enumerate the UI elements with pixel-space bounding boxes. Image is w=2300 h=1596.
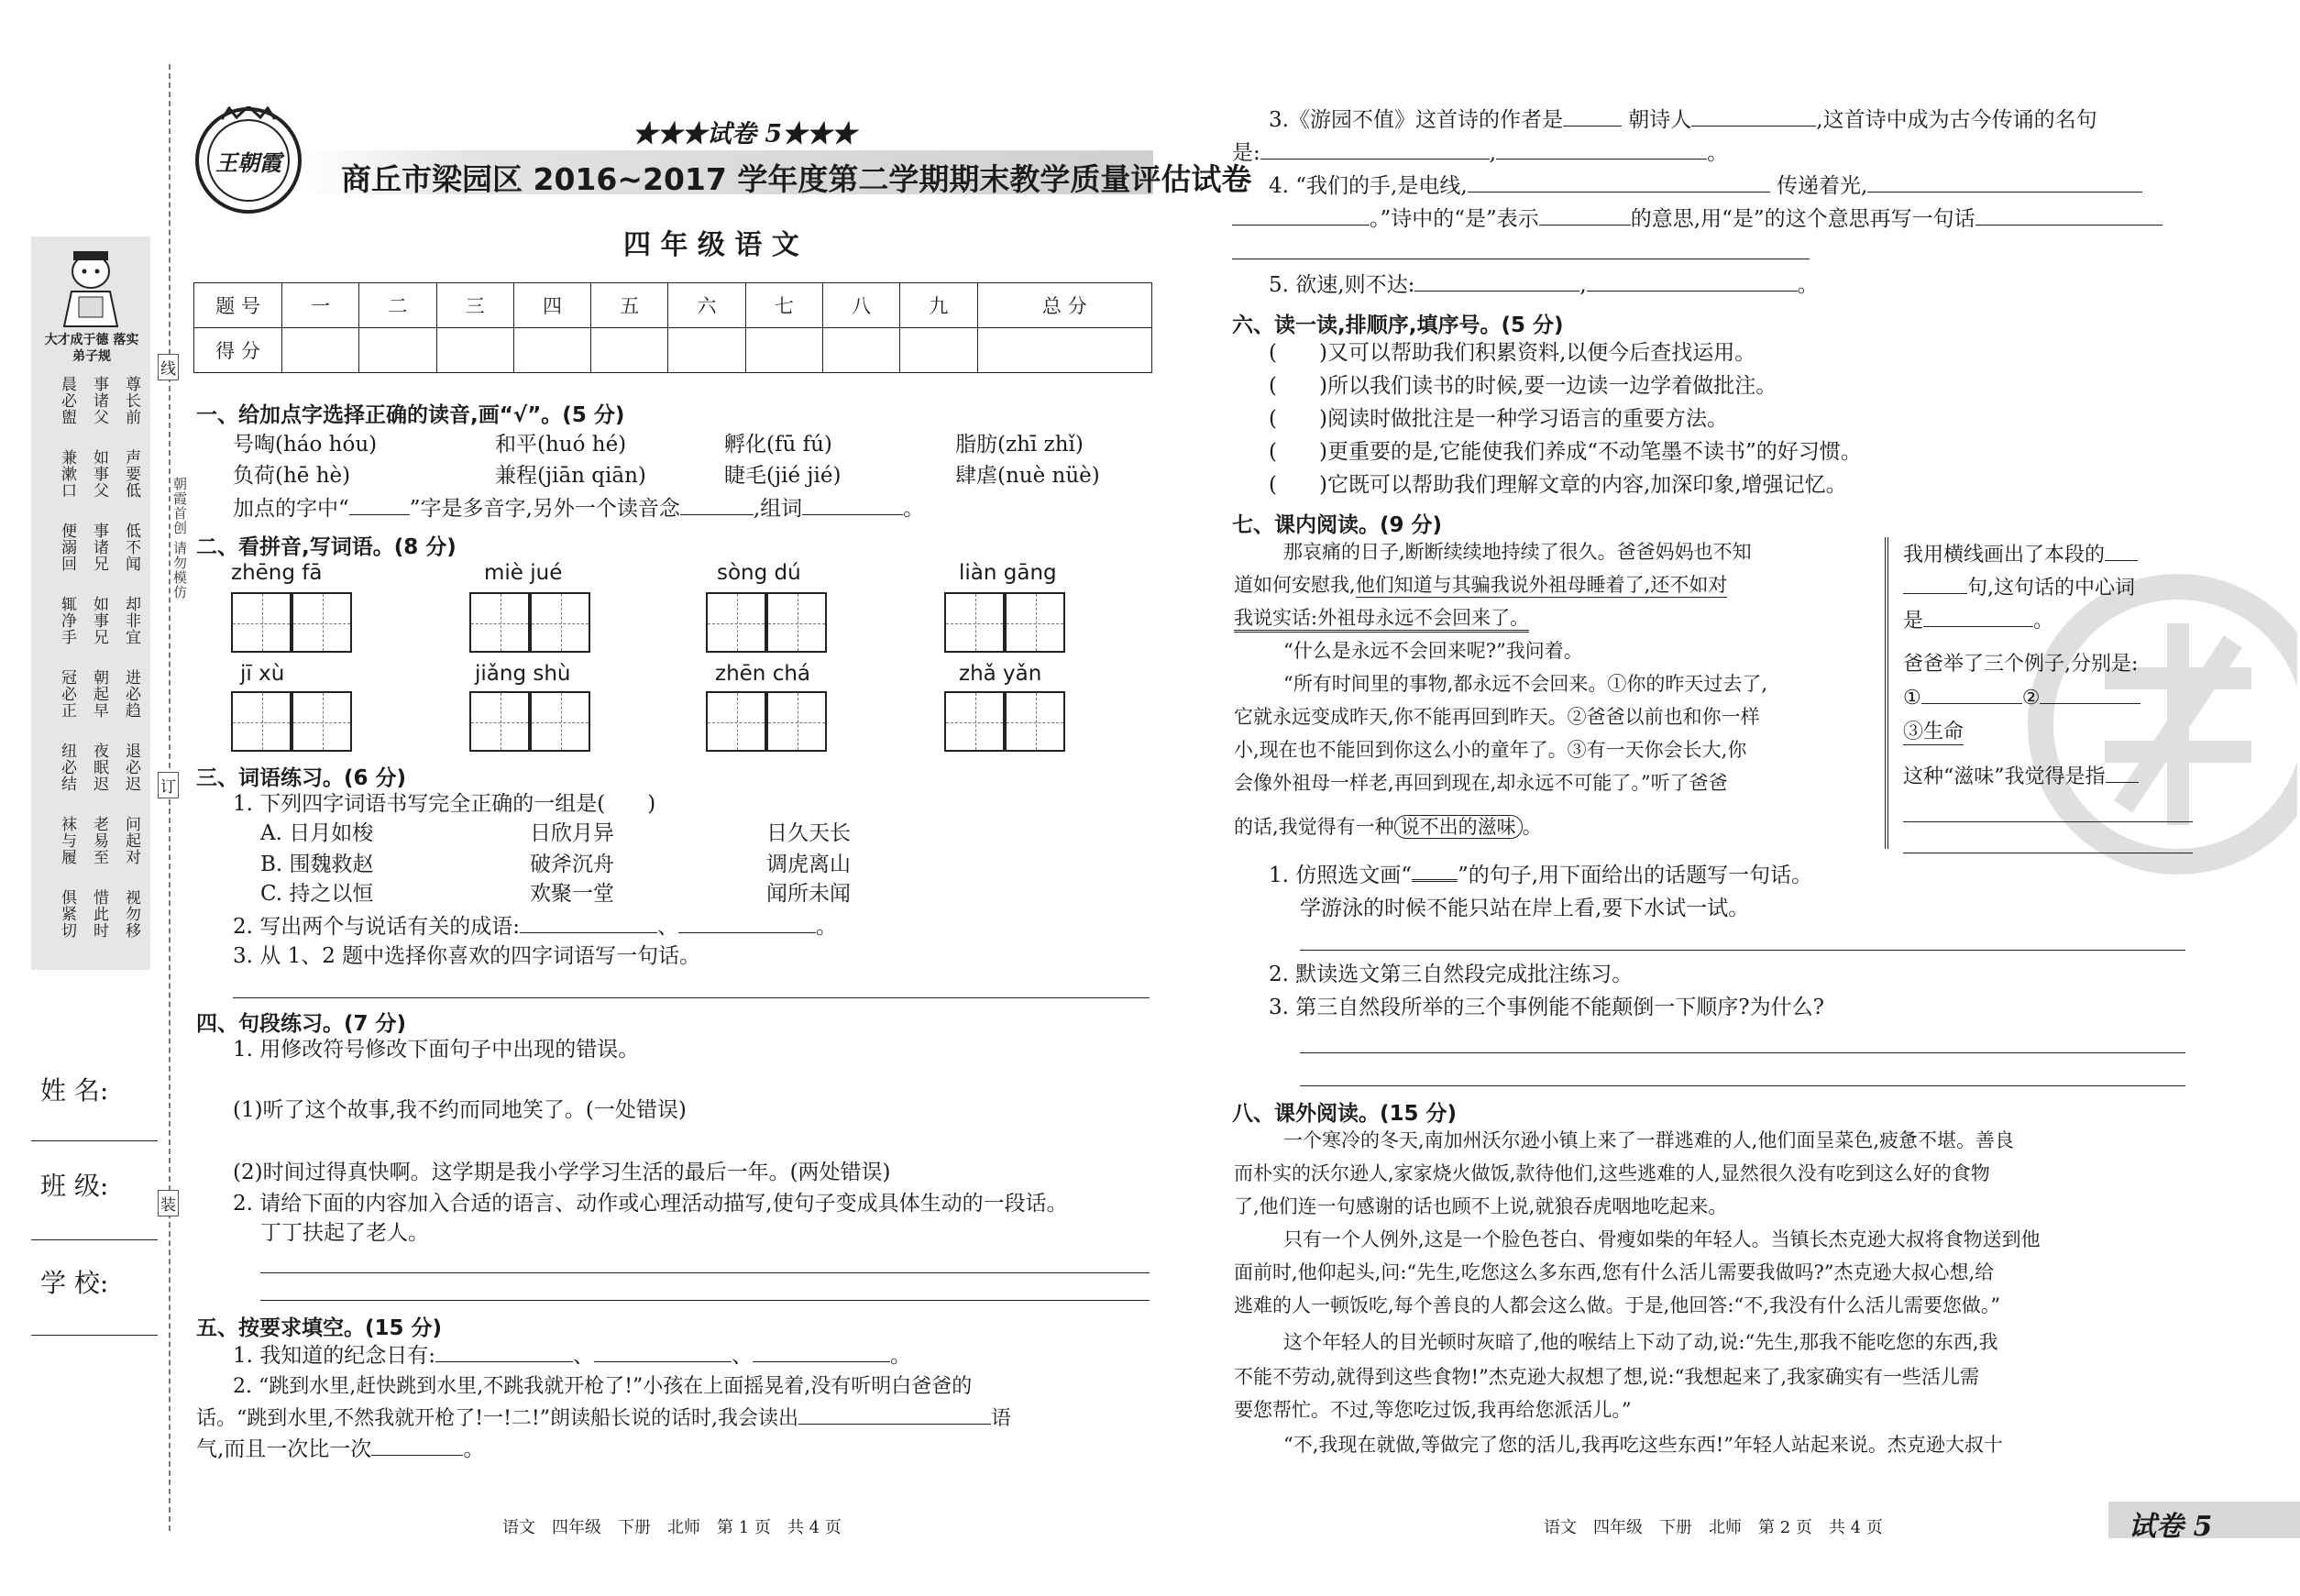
answer-line[interactable] — [260, 1300, 1150, 1301]
s8-line: 面前时,他仰起头,问:“先生,吃您这么多东西,您有什么活儿需要我做吗?”杰克逊大叔心想,给 — [1234, 1261, 1995, 1283]
copyright-note: 朝霞首创 请勿模仿 — [171, 477, 188, 600]
s7-passage-line: “所有时间里的事物,都永远不会回来。①你的昨天过去了, — [1283, 673, 1768, 695]
sidebar-motto: 大才成于德 落实弟子规 — [44, 333, 139, 364]
s8-line: 这个年轻人的目光顿时灰暗了,他的喉结上下动了动,说:“先生,那我不能吃您的东西,我 — [1283, 1331, 1998, 1353]
name-field[interactable] — [31, 1140, 158, 1141]
writing-box[interactable] — [766, 691, 827, 752]
s6-item[interactable]: ( )更重要的是,它能使我们养成“不动笔墨不读书”的好习惯。 — [1269, 440, 1862, 464]
section-8-title: 八、课外阅读。(15 分) — [1232, 1102, 1458, 1126]
s3-q3: 3. 从 1、2 题中选择你喜欢的四字词语写一句话。 — [233, 944, 701, 968]
s7-passage-line: 那哀痛的日子,断断续续地持续了很久。爸爸妈妈也不知 — [1283, 541, 1752, 563]
writing-box[interactable] — [469, 592, 530, 653]
s5-q2a: 2. “跳到水里,赶快跳到水里,不跳我就开枪了!”小孩在上面摇晃着,没有听明白爸爸的 — [233, 1375, 973, 1398]
s1-item: 肆虐(nuè nüè) — [955, 464, 1100, 488]
s4-q1b: (2)时间过得真快啊。这学期是我小学学习生活的最后一年。(两处错误) — [233, 1161, 891, 1184]
class-field[interactable] — [31, 1239, 158, 1240]
s8-line: 一个寒冷的冬天,南加州沃尔逊小镇上来了一群逃难的人,他们面呈菜色,疲惫不堪。善良 — [1283, 1129, 2015, 1151]
s7-annotation: 这种“滋味”我觉得是指 — [1903, 765, 2139, 789]
s6-item[interactable]: ( )所以我们读书的时候,要一边读一边学着做批注。 — [1269, 374, 1777, 398]
s8-line: 不能不劳动,就得到这些食物!”杰克逊大叔想了想,说:“我想起来了,我家确实有一些活儿需 — [1234, 1366, 1980, 1388]
s3-option: C. 持之以恒 — [260, 882, 374, 906]
annotation-divider — [1885, 537, 1888, 849]
writing-box[interactable] — [1005, 691, 1065, 752]
s7-passage-line: 会像外祖母一样老,再回到现在,却永远不可能了。”听了爸爸 — [1234, 772, 1728, 794]
writing-box[interactable] — [530, 691, 590, 752]
writing-box[interactable] — [469, 691, 530, 752]
s5-q4-continued: 。”诗中的“是”表示 的意思,用“是”的这个意思再写一句话 — [1232, 207, 2162, 233]
s7-annotation: 我用横线画出了本段的 — [1903, 543, 2138, 567]
s7-passage-line: “什么是永远不会回来呢?”我问着。 — [1283, 640, 1583, 662]
s8-line: 要您帮忙。不过,等您吃过饭,我再给您派活儿。” — [1234, 1399, 1632, 1421]
watermark-stamp — [2022, 568, 2297, 880]
pinyin-label: liàn gāng — [959, 561, 1057, 585]
section-2-title: 二、看拼音,写词语。(8 分) — [196, 535, 457, 559]
score-table — [193, 282, 1152, 373]
s8-line: 只有一个人例外,这是一个脸色苍白、骨瘦如柴的年轻人。当镇长杰克逊大叔将食物送到他 — [1283, 1228, 2041, 1250]
binding-label-xian: 线 — [158, 354, 179, 380]
s4-q2: 2. 请给下面的内容加入合适的语言、动作或心理活动描写,使句子变成具体生动的一段话。 — [233, 1192, 1068, 1216]
pinyin-label: miè jué — [484, 561, 563, 585]
s1-item: 负荷(hē hè) — [233, 464, 351, 488]
footer-left: 语文 四年级 下册 北师 第 1 页 共 4 页 — [502, 1518, 842, 1537]
s7-annotation: 句,这句话的中心词 — [1903, 576, 2135, 600]
logo-text: 王朝霞 — [215, 149, 281, 176]
s5-q1: 1. 我知道的纪念日有: 、 、 。 — [233, 1344, 912, 1368]
writing-box[interactable] — [706, 691, 766, 752]
s8-line: 了,他们连一句感谢的话也顾不上说,就狼吞虎咽地吃起来。 — [1234, 1195, 1728, 1217]
binding-label-ding: 订 — [158, 772, 179, 798]
footer-badge: 试卷 5 — [2129, 1511, 2213, 1543]
s3-q1: 1. 下列四字词语书写完全正确的一组是( ) — [233, 792, 656, 816]
pinyin-label: sòng dú — [717, 561, 801, 585]
s5-q5: 5. 欲速,则不达: , 。 — [1269, 273, 1819, 297]
answer-line[interactable] — [1300, 950, 2185, 951]
pinyin-label: zhēng fā — [231, 561, 323, 585]
writing-box[interactable] — [944, 592, 1005, 653]
writing-box[interactable] — [231, 691, 292, 752]
s4-q2-sentence: 丁丁扶起了老人。 — [260, 1221, 429, 1245]
answer-line[interactable] — [260, 1272, 1150, 1273]
s7-annotation: 是 。 — [1903, 610, 2054, 633]
s7-annotation: 爸爸举了三个例子,分别是: — [1903, 653, 2139, 676]
s1-item: 号啕(háo hóu) — [233, 433, 378, 457]
s5-q3: 3.《游园不值》这首诗的作者是 朝诗人 ,这首诗中成为古今传诵的名句 — [1269, 108, 2097, 132]
writing-box[interactable] — [766, 592, 827, 653]
school-field[interactable] — [31, 1335, 158, 1336]
binding-label-zhuang: 装 — [158, 1190, 179, 1216]
section-4-title: 四、句段练习。(7 分) — [196, 1012, 407, 1036]
section-3-title: 三、词语练习。(6 分) — [196, 766, 407, 790]
s3-option: 调虎离山 — [766, 853, 851, 876]
s3-option: A. 日月如梭 — [260, 821, 374, 845]
s6-item[interactable]: ( )它既可以帮助我们理解文章的内容,加深印象,增强记忆。 — [1269, 473, 1847, 497]
s3-q2: 2. 写出两个与说话有关的成语: 、 。 — [233, 915, 838, 939]
sidebar-mascot — [53, 246, 128, 330]
s5-q4: 4. “我们的手,是电线, 传递着光, — [1269, 174, 2142, 200]
writing-box[interactable] — [1005, 592, 1065, 653]
section-7-title: 七、课内阅读。(9 分) — [1232, 513, 1443, 537]
class-label: 班 级: — [40, 1171, 109, 1201]
s1-item: 睫毛(jié jié) — [724, 464, 842, 488]
s7-passage-line: 小,现在也不能回到你这么小的童年了。③有一天你会长大,你 — [1234, 739, 1747, 761]
s5-q2c: 气,而且一次比一次 。 — [196, 1437, 485, 1461]
s7-annotation: ③生命 — [1903, 721, 1964, 743]
pinyin-label: zhǎ yǎn — [959, 662, 1042, 686]
table-row: 题 号 一 二 三 四 五 六 七 八 九 总 分 — [194, 283, 1152, 328]
answer-line[interactable] — [1300, 1052, 2185, 1053]
s1-item: 孵化(fū fú) — [724, 433, 832, 457]
s7-passage-line: 道如何安慰我,他们知道与其骗我说外祖母睡着了,还不如对 — [1234, 574, 1728, 596]
s5-q3-continued: 是: , 。 — [1232, 141, 1729, 165]
writing-box[interactable] — [292, 592, 352, 653]
s7-q2: 2. 默读选文第三自然段完成批注练习。 — [1269, 963, 1634, 986]
s8-line: 逃难的人一顿饭吃,每个善良的人都会这么做。于是,他回答:“不,我没有什么活儿需要您做。” — [1234, 1294, 2001, 1316]
s7-passage-line: 的话,我觉得有一种 说不出的滋味 。 — [1234, 816, 1542, 838]
s1-fill-question: 加点的字中“ ”字是多音字,另外一个读音念 ,组词 。 — [233, 497, 925, 521]
s1-item: 兼程(jiān qiān) — [495, 464, 646, 488]
pinyin-label: zhēn chá — [715, 662, 811, 686]
writing-box[interactable] — [944, 691, 1005, 752]
writing-box[interactable] — [292, 691, 352, 752]
school-label: 学 校: — [40, 1268, 109, 1298]
writing-box[interactable] — [231, 592, 292, 653]
pinyin-label: jī xù — [240, 662, 285, 686]
name-label: 姓 名: — [40, 1075, 109, 1106]
s6-item[interactable]: ( )阅读时做批注是一种学习语言的重要方法。 — [1269, 407, 1728, 431]
section-5-title: 五、按要求填空。(15 分) — [196, 1316, 443, 1340]
s7-passage-line: 它就永远变成昨天,你不能再回到昨天。②爸爸以前也和你一样 — [1234, 706, 1760, 728]
s8-line: “不,我现在就做,等做完了您的活儿,我再吃这些东西!”年轻人站起来说。杰克逊大叔十 — [1283, 1434, 2003, 1456]
subject-title: 四 年 级 语 文 — [623, 229, 799, 261]
s3-option: 闻所未闻 — [766, 882, 851, 906]
s1-item: 和平(huó hé) — [495, 433, 627, 457]
paper-number: ★★★试卷 5★★★ — [633, 120, 857, 149]
s7-q3: 3. 第三自然段所举的三个事例能不能颠倒一下顺序?为什么? — [1269, 996, 1824, 1019]
s4-q1: 1. 用修改符号修改下面句子中出现的错误。 — [233, 1038, 640, 1062]
s7-q1-topic: 学游泳的时候不能只站在岸上看,要下水试一试。 — [1300, 897, 1750, 920]
table-row: 得 分 — [194, 328, 1152, 373]
s8-line: 而朴实的沃尔逊人,家家烧火做饭,款待他们,这些逃难的人,显然很久没有吃到这么好的食物 — [1234, 1162, 1990, 1184]
s4-q1a: (1)听了这个故事,我不约而同地笑了。(一处错误) — [233, 1098, 687, 1122]
s3-option: 日久天长 — [766, 821, 851, 845]
s3-option: 破斧沉舟 — [530, 853, 614, 876]
sidebar-poem: 晨必盥 尊长前 事诸父 兼漱口 如事父 声要低 便溺回 事诸兄 低不闻 辄净手 如事兄 却非宜 冠必正 朝起早 进必趋 纽必结 夜眠迟 退必迟 袜与履 老易至 问起对 俱紧切 惜此时 视勿移 — [58, 376, 140, 939]
writing-box[interactable] — [706, 592, 766, 653]
footer-right: 语文 四年级 下册 北师 第 2 页 共 4 页 — [1544, 1518, 1883, 1537]
exam-title: 商丘市梁园区 2016~2017 学年度第二学期期末教学质量评估试卷 — [341, 161, 1252, 197]
writing-box[interactable] — [530, 592, 590, 653]
answer-line[interactable] — [1300, 1085, 2185, 1086]
s7-q1: 1. 仿照选文画“ ”的句子,用下面给出的话题写一句话。 — [1269, 864, 1813, 887]
s3-option: B. 围魏救赵 — [260, 853, 374, 876]
pinyin-label: jiǎng shù — [475, 662, 571, 686]
s6-item[interactable]: ( )又可以帮助我们积累资料,以便今后查找运用。 — [1269, 341, 1756, 365]
s7-passage-line: 我说实话:外祖母永远不会回来了。 — [1234, 607, 1529, 630]
s3-option: 日欣月异 — [530, 821, 614, 845]
section-6-title: 六、读一读,排顺序,填序号。(5 分) — [1232, 314, 1564, 337]
s3-option: 欢聚一堂 — [530, 882, 614, 906]
s7-annotation: ① ② — [1903, 686, 2140, 710]
s1-item: 脂肪(zhī zhǐ) — [955, 433, 1084, 457]
s5-q2b: 话。“跳到水里,不然我就开枪了!一!二!”朗读船长说的话时,我会读出 语 — [196, 1407, 1012, 1430]
section-1-title: 一、给加点字选择正确的读音,画“√”。(5 分) — [196, 403, 625, 427]
answer-line[interactable] — [233, 997, 1150, 998]
